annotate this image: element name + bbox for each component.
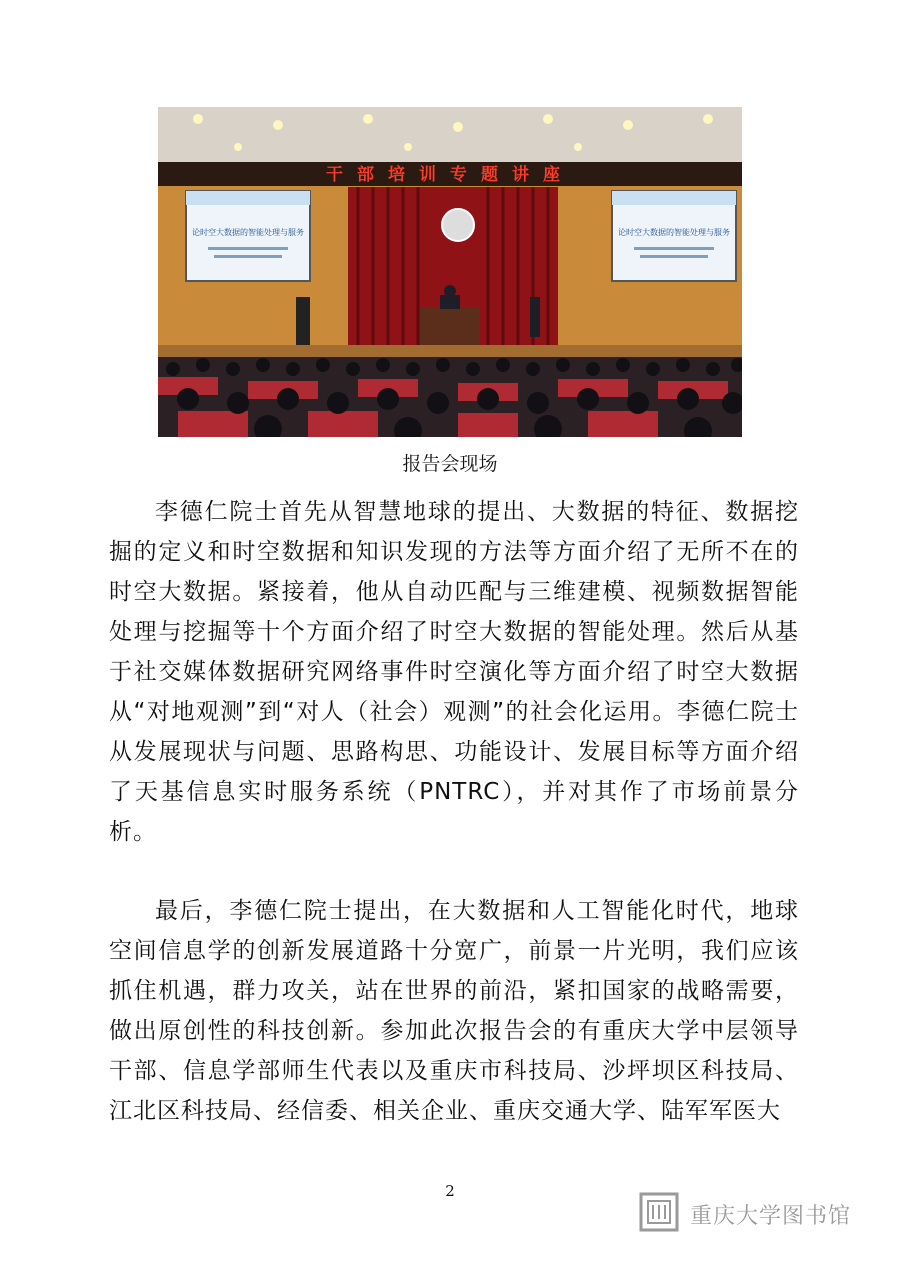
watermark-text: 重庆大学图书馆 [690, 1203, 852, 1229]
right-screen-title: 论时空大数据的智能处理与服务 [618, 228, 730, 237]
left-screen-title: 论时空大数据的智能处理与服务 [192, 228, 304, 237]
lecture-hall-photo [158, 107, 742, 437]
library-logo-icon [638, 1191, 680, 1237]
photo-caption: 报告会现场 [402, 453, 498, 475]
body-paragraph-1: 李德仁院士首先从智慧地球的提出、大数据的特征、数据挖掘的定义和时空数据和知识发现的方法等方面介绍了无所不在的时空大数据。紧接着，他从自动匹配与三维建模、视频数据智能处理与挖掘等十个方面介绍了时空大数据的智能处理。然后从基于社交媒体数据研究网络事件时空演化等方面介绍了时空大数据从“对地观测”到“对人（社会）观测”的社会化运用。李德仁院士从发展现状与问题、思路构思、功能设计、发展目标等方面介绍了天基信息实时服务系统（PNTRC），并对其作了市场前景分析。 [109, 499, 799, 845]
library-watermark [638, 1193, 851, 1235]
banner-text: 干部培训专题讲座 [326, 165, 574, 184]
page-number: 2 [445, 1182, 455, 1200]
body-paragraph-2: 最后，李德仁院士提出，在大数据和人工智能化时代，地球空间信息学的创新发展道路十分宽广，前景一片光明，我们应该抓住机遇，群力攻关，站在世界的前沿，紧扣国家的战略需要，做出原创性的科技创新。参加此次报告会的有重庆大学中层领导干部、信息学部师生代表以及重庆市科技局、沙坪坝区科技局、江北区科技局、经信委、相关企业、重庆交通大学、陆军军医大 [109, 898, 799, 1124]
